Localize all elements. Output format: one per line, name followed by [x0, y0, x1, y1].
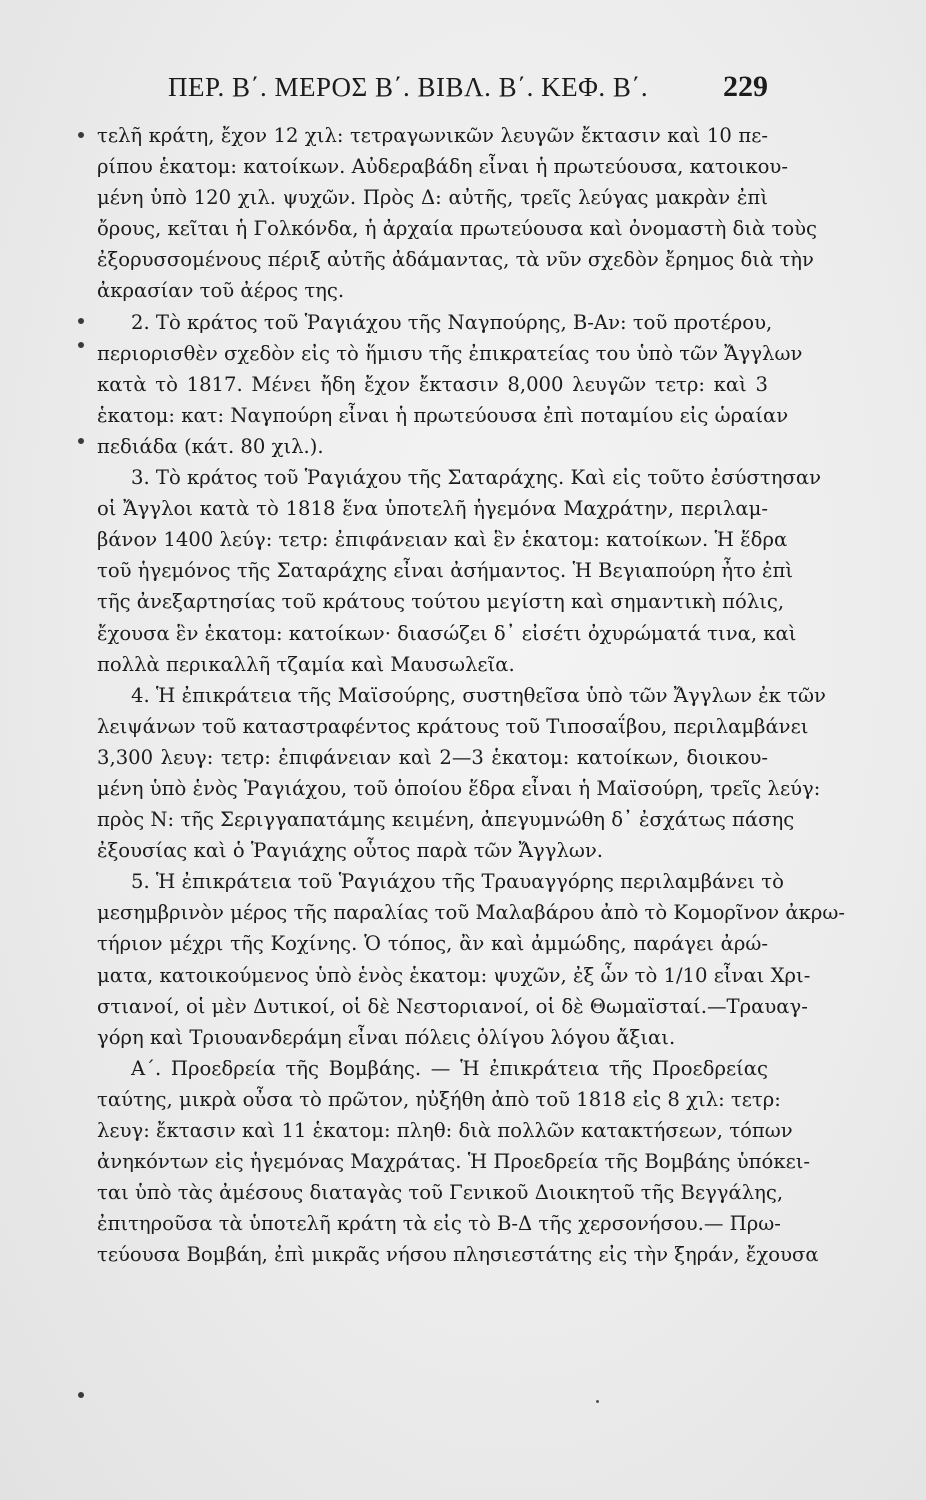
text-line: ματα, κατοικούμενος ὑπὸ ἑνὸς ἑκατομ: ψυχῶν, ἐξ ὧν τὸ 1/10 εἶναι Χρι- — [97, 963, 811, 987]
text-line: στιανοί, οἱ μὲν Δυτικοί, οἱ δὲ Νεστοριανοί, οἱ δὲ Θωμαϊσταί.—Τραυαγ- — [97, 994, 808, 1018]
text-line: ἐξουσίας καὶ ὁ Ῥαγιάχης οὗτος παρὰ τῶν Ἄγγλων. — [97, 839, 603, 863]
text-line: Α΄. Προεδρεία τῆς Βομβάης. — Ἡ ἐπικράτεια τῆς Προεδρείας — [131, 1056, 768, 1080]
text-line: μένη ὑπὸ 120 χιλ. ψυχῶν. Πρὸς Δ: αὐτῆς, τρεῖς λεύγας μακρὰν ἐπὶ — [97, 186, 768, 210]
text-line: κατὰ τὸ 1817. Μένει ἤδη ἔχον ἔκτασιν 8,000 λευγῶν τετρ: καὶ 3 — [97, 372, 768, 396]
text-line: ἑκατομ: κατ: Ναγπούρη εἶναι ἡ πρωτεύουσα ἐπὶ ποταμίου εἰς ὡραίαν — [97, 403, 789, 427]
running-title: ΠΕΡ. Β΄. ΜΕΡΟΣ Β΄. ΒΙΒΛ. Β΄. ΚΕΦ. Β΄. — [168, 72, 649, 102]
page-number: 229 — [723, 70, 768, 103]
text-line: μένη ὑπὸ ἑνὸς Ῥαγιάχου, τοῦ ὁποίου ἕδρα εἶναι ἡ Μαϊσούρη, τρεῖς λεύγ: — [97, 776, 821, 800]
text-line: περιορισθὲν σχεδὸν εἰς τὸ ἥμισυ τῆς ἐπικρατείας του ὑπὸ τῶν Ἄγγλων — [97, 341, 803, 365]
text-line: 3. Τὸ κράτος τοῦ Ῥαγιάχου τῆς Σαταράχης. Καὶ εἰς τοῦτο ἐσύστησαν — [131, 466, 822, 490]
margin-ink-mark — [78, 342, 84, 348]
paragraph-continuation — [97, 120, 818, 307]
text-line: ἐξορυσσομένους πέριξ αὐτῆς ἀδάμαντας, τὰ νῦν σχεδὸν ἔρημος διὰ τὴν — [97, 248, 814, 272]
text-line: τήριον μέχρι τῆς Κοχίνης. Ὁ τόπος, ἂν καὶ ἀμμώδης, παράγει ἀρώ- — [97, 932, 768, 956]
text-line: ἀκρασίαν τοῦ ἀέρος της. — [97, 279, 345, 303]
text-line: βάνον 1400 λεύγ: τετρ: ἐπιφάνειαν καὶ ἓν ἑκατομ: κατοίκων. Ἡ ἕδρα — [97, 528, 788, 552]
body-text — [97, 120, 846, 1270]
text-line: 4. Ἡ ἐπικράτεια τῆς Μαϊσούρης, συστηθεῖσα ὑπὸ τῶν Ἄγγλων ἐκ τῶν — [131, 683, 826, 707]
text-line: 5. Ἡ ἐπικράτεια τοῦ Ῥαγιάχου τῆς Τραυαγγόρης περιλαμβάνει τὸ — [131, 870, 784, 894]
text-line: ταύτης, μικρὰ οὖσα τὸ πρῶτον, ηὐξήθη ἀπὸ τοῦ 1818 εἰς 8 χιλ: τετρ: — [97, 1087, 781, 1111]
text-line: 2. Τὸ κράτος τοῦ Ῥαγιάχου τῆς Ναγπούρης, Β-Αν: τοῦ προτέρου, — [131, 310, 773, 334]
text-line: τεύουσα Βομβάη, ἐπὶ μικρᾶς νήσου πλησιεστάτης εἰς τὴν ξηράν, ἔχουσα — [97, 1243, 819, 1267]
text-line: τελῆ κράτη, ἔχον 12 χιλ: τετραγωνικῶν λευγῶν ἔκτασιν καὶ 10 πε- — [97, 124, 768, 147]
text-line: ὄρους, κεῖται ἡ Γολκόνδα, ἡ ἀρχαία πρωτεύουσα καὶ ὀνομαστὴ διὰ τοὺς — [97, 217, 818, 241]
margin-ink-mark — [78, 1392, 84, 1398]
margin-ink-mark — [78, 132, 84, 138]
text-line: ἀνηκόντων εἰς ἡγεμόνας Μαχράτας. Ἡ Προεδρεία τῆς Βομβάης ὑπόκει- — [97, 1150, 811, 1174]
text-line: ἔχουσα ἓν ἑκατομ: κατοίκων· διασώζει δ᾽ εἰσέτι ὀχυρώματά τινα, καὶ — [97, 621, 797, 645]
paragraph-travancore — [97, 866, 846, 1053]
text-line: ται ὑπὸ τὰς ἀμέσους διαταγὰς τοῦ Γενικοῦ Διοικητοῦ τῆς Βεγγάλης, — [97, 1181, 784, 1205]
text-line: ρίπου ἑκατομ: κατοίκων. Αὐδεραβάδη εἶναι ἡ πρωτεύουσα, κατοικου- — [97, 155, 788, 179]
paragraph-mysore — [97, 680, 826, 867]
text-line: γόρη καὶ Τριουανδεράμη εἶναι πόλεις ὀλίγου λόγου ἄξιαι. — [97, 1025, 676, 1049]
text-line: τοῦ ἡγεμόνος τῆς Σαταράχης εἶναι ἀσήμαντος. Ἡ Βεγιαπούρη ἦτο ἐπὶ — [97, 559, 794, 583]
text-line: πρὸς Ν: τῆς Σεριγγαπατάμης κειμένη, ἀπεγυμνώθη δ᾽ ἐσχάτως πάσης — [97, 808, 795, 832]
text-line: ἐπιτηροῦσα τὰ ὑποτελῆ κράτη τὰ εἰς τὸ Β-Δ τῆς χερσονήσου.— Πρω- — [97, 1212, 781, 1236]
text-line: λειψάνων τοῦ καταστραφέντος κράτους τοῦ Τιποσαΐβου, περιλαμβάνει — [97, 714, 809, 738]
text-line: οἱ Ἄγγλοι κατὰ τὸ 1818 ἕνα ὑποτελῆ ἡγεμόνα Μαχράτην, περιλαμ- — [97, 497, 768, 521]
margin-ink-mark — [78, 318, 84, 324]
text-line: τῆς ἀνεξαρτησίας τοῦ κράτους τούτου μεγίστη καὶ σημαντικὴ πόλις, — [97, 590, 785, 614]
text-line: λευγ: ἔκτασιν καὶ 11 ἑκατομ: πληθ: διὰ πολλῶν κατακτήσεων, τόπων — [97, 1119, 793, 1142]
text-line: μεσημβρινὸν μέρος τῆς παραλίας τοῦ Μαλαβάρου ἀπὸ τὸ Κομορῖνον ἀκρω- — [97, 901, 846, 925]
paragraph-satara — [97, 462, 822, 680]
ink-speck — [596, 1400, 599, 1403]
text-line: 3,300 λευγ: τετρ: ἐπιφάνειαν καὶ 2—3 ἑκατομ: κατοίκων, διοικου- — [97, 745, 768, 769]
paragraph-bombay-presidency — [97, 1053, 819, 1271]
running-head — [168, 72, 768, 106]
text-line: πολλὰ περικαλλῆ τζαμία καὶ Μαυσωλεῖα. — [97, 652, 515, 676]
text-line: πεδιάδα (κάτ. 80 χιλ.). — [97, 434, 324, 458]
paragraph-nagpur — [97, 307, 803, 462]
margin-ink-mark — [78, 438, 84, 444]
